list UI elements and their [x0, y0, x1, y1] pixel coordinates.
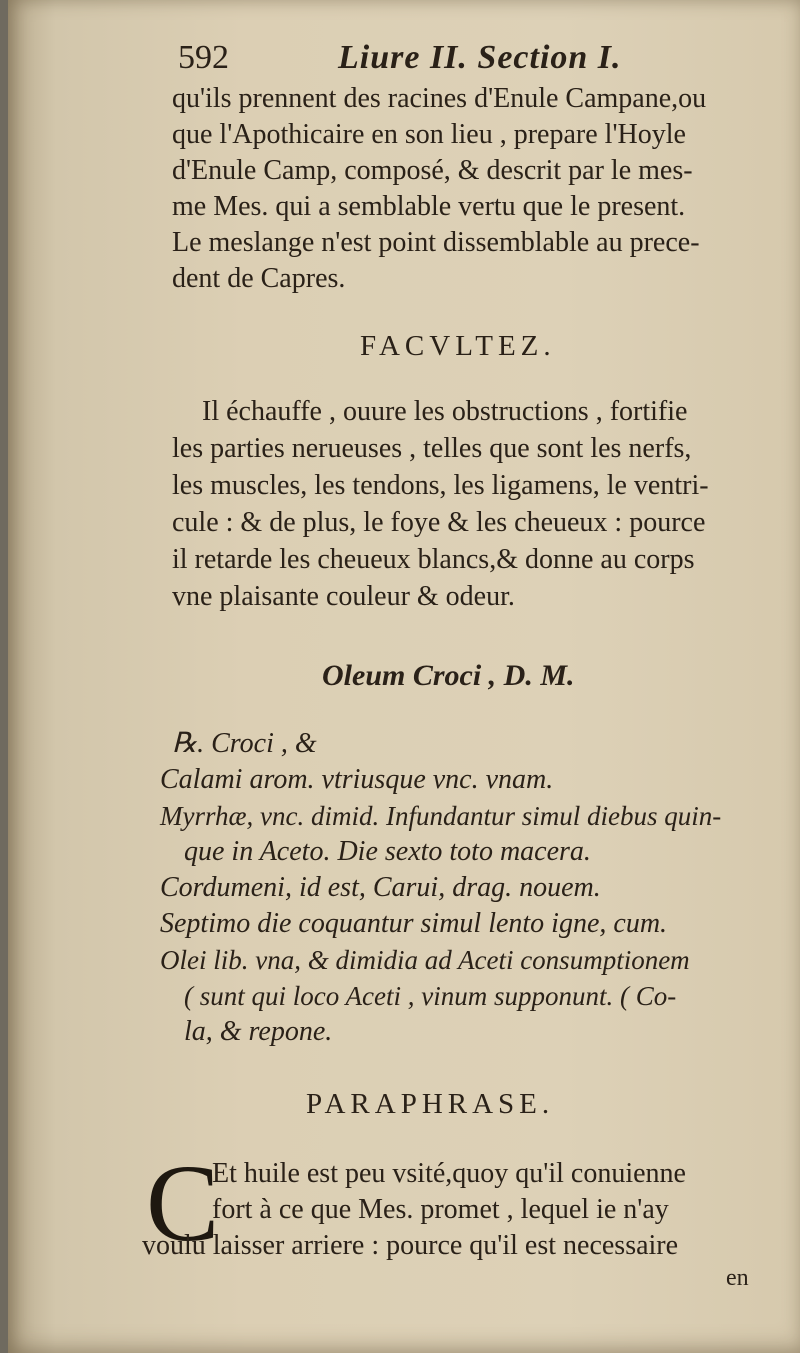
intro-line: que l'Apothicaire en son lieu , prepare l'Hoyle	[172, 119, 686, 150]
recipe-line: Myrrhæ, vnc. dimid. Infundantur simul diebus quin-	[160, 801, 722, 831]
drop-cap: C	[146, 1142, 220, 1264]
book-page	[8, 0, 800, 1353]
recipe-line: Cordumeni, id est, Carui, drag. nouem.	[160, 872, 601, 903]
running-head: Liure II. Section I.	[338, 39, 622, 76]
recipe-line: la, & repone.	[184, 1016, 333, 1047]
facultez-line: Il échauffe , ouure les obstructions , fortifie	[202, 396, 688, 427]
section-heading-facultez: FACVLTEZ.	[360, 330, 556, 362]
facultez-line: les muscles, les tendons, les ligamens, le ventri-	[172, 470, 709, 501]
recipe-line: que in Aceto. Die sexto toto macera.	[184, 836, 591, 867]
facultez-line: cule : & de plus, le foye & les cheueux : pource	[172, 507, 706, 538]
recipe-line: Olei lib. vna, & dimidia ad Aceti consumptionem	[160, 945, 690, 975]
facultez-line: les parties nerueuses , telles que sont les nerfs,	[172, 433, 692, 464]
recipe-line: ( sunt qui loco Aceti , vinum supponunt. ( Co-	[184, 981, 677, 1011]
intro-line: me Mes. qui a semblable vertu que le present.	[172, 191, 686, 222]
page-number: 592	[178, 39, 229, 76]
paraphrase-line: Et huile est peu vsité,quoy qu'il conuienne	[212, 1158, 686, 1189]
catchword: en	[726, 1265, 749, 1291]
paraphrase-line: voulu laisser arriere : pource qu'il est necessaire	[142, 1230, 679, 1261]
intro-line: qu'ils prennent des racines d'Enule Campane,ou	[172, 83, 707, 114]
facultez-line: vne plaisante couleur & odeur.	[172, 581, 515, 612]
recipe-line: ℞. Croci , &	[172, 728, 317, 759]
recipe-line: Calami arom. vtriusque vnc. vnam.	[160, 764, 554, 795]
facultez-line: il retarde les cheueux blancs,& donne au corps	[172, 544, 695, 575]
recipe-line: Septimo die coquantur simul lento igne, cum.	[160, 908, 668, 939]
intro-line: d'Enule Camp, composé, & descrit par le mes-	[172, 155, 693, 186]
intro-line: dent de Capres.	[172, 263, 346, 294]
recipe-title: Oleum Croci , D. M.	[322, 659, 575, 692]
intro-line: Le meslange n'est point dissemblable au prece-	[172, 227, 700, 258]
paraphrase-line: fort à ce que Mes. promet , lequel ie n'ay	[212, 1194, 669, 1225]
section-heading-paraphrase: PARAPHRASE.	[306, 1088, 555, 1120]
